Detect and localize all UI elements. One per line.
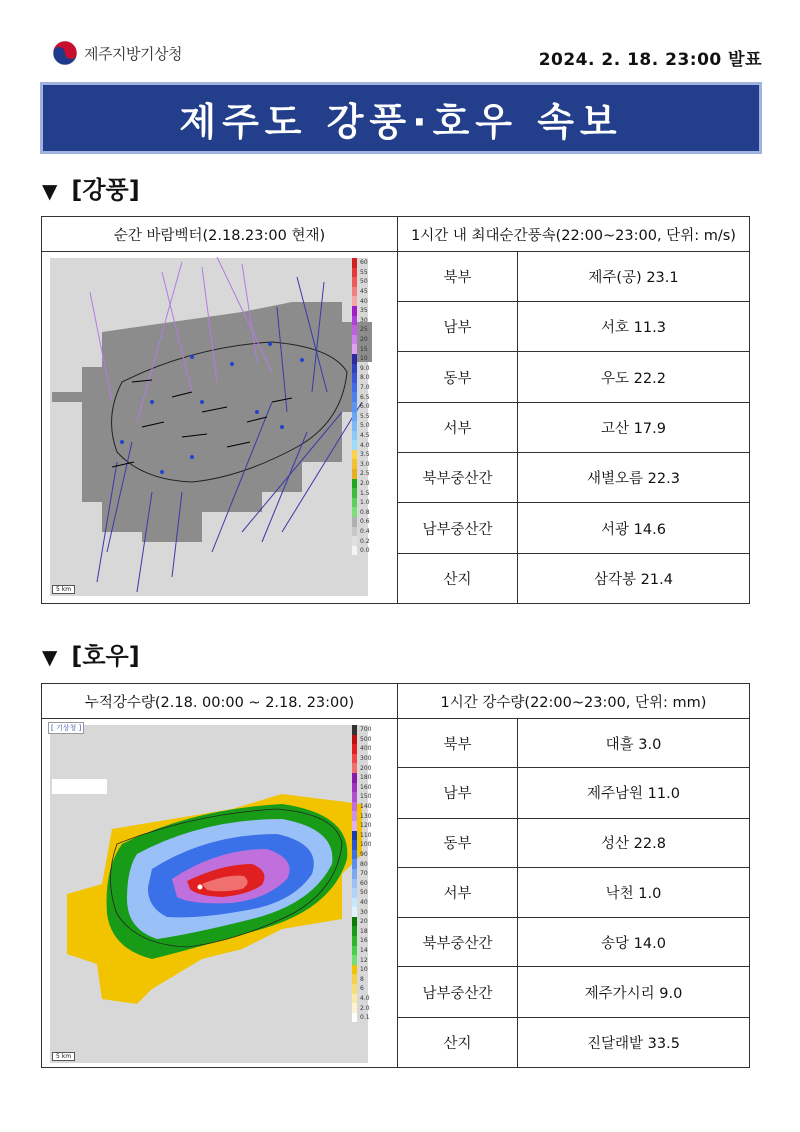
rain-scale-label: 12: [360, 956, 368, 964]
wind-scale-step: [352, 507, 388, 517]
wind-scale-label: 10: [360, 355, 368, 363]
rain-scale-swatch: [352, 821, 357, 831]
rain-scale-step: [352, 831, 388, 841]
wind-scale-swatch: [352, 412, 357, 422]
wind-region: 동부: [398, 352, 518, 403]
rain-value: 송당 14.0: [518, 918, 750, 967]
wind-scale-swatch: [352, 296, 357, 306]
wind-scale-label: 0.2: [360, 537, 370, 545]
wind-scale-step: [352, 287, 388, 297]
rain-color-scale: [352, 725, 388, 1022]
rain-scale-step: [352, 984, 388, 994]
wind-scale-step: [352, 402, 388, 412]
issue-date: 2024. 2. 18. 23:00 발표: [538, 50, 762, 70]
wind-scale-label: 3.5: [360, 451, 370, 459]
rain-value: 제주남원 11.0: [518, 768, 750, 818]
wind-scale-label: 25: [360, 326, 368, 334]
wind-map-cell: [42, 252, 398, 604]
wind-scale-label: 55: [360, 268, 368, 276]
rain-scale-swatch: [352, 773, 357, 783]
rain-scale-label: 40: [360, 898, 368, 906]
rain-scale-label: 6: [360, 985, 364, 993]
rain-scale-swatch: [352, 926, 357, 936]
rain-map-cell: [42, 719, 398, 1068]
rain-scale-step: [352, 802, 388, 812]
rain-scale-label: 130: [360, 812, 372, 820]
rain-scale-label: 180: [360, 774, 372, 782]
wind-vector-map: [42, 252, 396, 600]
rain-scale-swatch: [352, 783, 357, 793]
rain-map-header: 누적강수량(2.18. 00:00 ~ 2.18. 23:00): [42, 684, 398, 719]
rain-scale-step: [352, 859, 388, 869]
rain-value: 낙천 1.0: [518, 867, 750, 917]
wind-scale-swatch: [352, 325, 357, 335]
wind-scale-label: 6.0: [360, 403, 370, 411]
wind-scale-label: 0.4: [360, 527, 370, 535]
wind-scale-swatch: [352, 306, 357, 316]
rain-scale-label: 4.0: [360, 994, 370, 1002]
wind-scale-step: [352, 517, 388, 527]
wind-scale-swatch: [352, 335, 357, 345]
rain-scale-label: 160: [360, 783, 372, 791]
rain-scale-swatch: [352, 994, 357, 1004]
wind-scale-swatch: [352, 383, 357, 393]
rain-region: 동부: [398, 818, 518, 867]
wind-scale-label: 60: [360, 259, 368, 267]
rain-scale-swatch: [352, 917, 357, 927]
rain-scale-swatch: [352, 888, 357, 898]
rain-scale-step: [352, 917, 388, 927]
wind-scale-label: 2.0: [360, 479, 370, 487]
wind-scale-swatch: [352, 488, 357, 498]
rain-scale-swatch: [352, 792, 357, 802]
wind-table: [41, 216, 750, 604]
wind-scale-step: [352, 325, 388, 335]
wind-scale-swatch: [352, 373, 357, 383]
rain-scale-swatch: [352, 802, 357, 812]
rain-scale-swatch: [352, 725, 357, 735]
wind-value: 새별오름 22.3: [518, 453, 750, 503]
rain-scale-swatch: [352, 946, 357, 956]
wind-scale-step: [352, 277, 388, 287]
rain-scale-swatch: [352, 850, 357, 860]
rain-scale-swatch: [352, 955, 357, 965]
rain-scale-label: 70: [360, 870, 368, 878]
wind-scale-swatch: [352, 258, 357, 268]
rain-scale-label: 110: [360, 831, 372, 839]
wind-scale-label: 35: [360, 307, 368, 315]
wind-value: 삼각봉 21.4: [518, 554, 750, 604]
rain-scale-swatch: [352, 763, 357, 773]
wind-scale-step: [352, 412, 388, 422]
wind-scale-label: 2.5: [360, 470, 370, 478]
rain-scale-step: [352, 725, 388, 735]
rain-scale-label: 60: [360, 879, 368, 887]
wind-scale-swatch: [352, 354, 357, 364]
rain-value: 대흘 3.0: [518, 719, 750, 768]
rain-scale-step: [352, 850, 388, 860]
wind-value: 우도 22.2: [518, 352, 750, 403]
wind-value: 고산 17.9: [518, 403, 750, 453]
wind-region: 서부: [398, 403, 518, 453]
rain-region: 남부: [398, 768, 518, 818]
rain-scale-label: 30: [360, 908, 368, 916]
wind-scale-label: 9.0: [360, 364, 370, 372]
rain-scale-swatch: [352, 869, 357, 879]
wind-value: 서광 14.6: [518, 503, 750, 554]
kma-logo: [52, 40, 182, 66]
wind-map-header: 순간 바람벡터(2.18.23:00 현재): [42, 217, 398, 252]
wind-region: 산지: [398, 554, 518, 604]
wind-scale-swatch: [352, 517, 357, 527]
rain-scale-step: [352, 936, 388, 946]
wind-scale-label: 50: [360, 278, 368, 286]
wind-region: 남부중산간: [398, 503, 518, 554]
wind-scale-label: 5.5: [360, 412, 370, 420]
triangle-down-icon: ▼: [42, 179, 58, 203]
wind-scale-step: [352, 488, 388, 498]
wind-scale-swatch: [352, 392, 357, 402]
rain-scale-step: [352, 965, 388, 975]
rain-scale-step: [352, 783, 388, 793]
rain-scale-swatch: [352, 811, 357, 821]
wind-scale-step: [352, 373, 388, 383]
wind-scale-label: 3.0: [360, 460, 370, 468]
wind-scale-step: [352, 440, 388, 450]
rain-scale-label: 2.0: [360, 1004, 370, 1012]
wind-scale-swatch: [352, 431, 357, 441]
wind-map-graphic: [42, 252, 396, 600]
rain-scale-swatch: [352, 974, 357, 984]
rain-scale-swatch: [352, 898, 357, 908]
rain-scale-step: [352, 994, 388, 1004]
wind-scale-step: [352, 364, 388, 374]
wind-scale-swatch: [352, 421, 357, 431]
wind-scale-label: 4.5: [360, 431, 370, 439]
wind-scale-label: 45: [360, 288, 368, 296]
rain-scale-step: [352, 763, 388, 773]
rain-region: 남부중산간: [398, 967, 518, 1017]
wind-scale-swatch: [352, 364, 357, 374]
wind-scale-step: [352, 344, 388, 354]
rain-scale-label: 18: [360, 927, 368, 935]
rain-scale-label: 140: [360, 803, 372, 811]
rain-value: 진달래밭 33.5: [518, 1017, 750, 1067]
wind-scale-step: [352, 546, 388, 556]
wind-scale-step: [352, 335, 388, 345]
rain-scale-step: [352, 744, 388, 754]
rain-scale-step: [352, 869, 388, 879]
wind-scale-label: 0.0: [360, 547, 370, 555]
wind-scale-step: [352, 306, 388, 316]
rain-scale-label: 300: [360, 755, 372, 763]
rain-scale-label: 120: [360, 822, 372, 830]
rain-scale-step: [352, 974, 388, 984]
org-name: 제주지방기상청: [84, 44, 182, 63]
rain-scale-label: 500: [360, 735, 372, 743]
rain-scale-swatch: [352, 831, 357, 841]
wind-scale-step: [352, 527, 388, 537]
wind-scale-swatch: [352, 277, 357, 287]
wind-scale-step: [352, 296, 388, 306]
page-title: 제주도 강풍·호우 속보: [179, 99, 623, 144]
rain-scale-swatch: [352, 907, 357, 917]
wind-scale-swatch: [352, 479, 357, 489]
rain-scale-step: [352, 1003, 388, 1013]
wind-scale-swatch: [352, 268, 357, 278]
wind-scale-label: 15: [360, 345, 368, 353]
rain-scale-step: [352, 955, 388, 965]
wind-scale-label: 7.0: [360, 384, 370, 392]
rain-scale-label: 0.1: [360, 1014, 370, 1022]
wind-scale-step: [352, 498, 388, 508]
wind-scale-step: [352, 459, 388, 469]
rain-scale-step: [352, 754, 388, 764]
rain-scale-label: 20: [360, 918, 368, 926]
rain-scale-label: 80: [360, 860, 368, 868]
rain-value: 제주가시리 9.0: [518, 967, 750, 1017]
rain-scale-step: [352, 879, 388, 889]
wind-scale-swatch: [352, 316, 357, 326]
wind-scale-step: [352, 392, 388, 402]
rain-scale-swatch: [352, 1003, 357, 1013]
kma-map-tag: [ 기상청 ]: [48, 722, 84, 734]
wind-scale-swatch: [352, 546, 357, 556]
rain-scale-bar: 5 km: [52, 1052, 75, 1061]
wind-scale-label: 0.8: [360, 508, 370, 516]
rain-scale-swatch: [352, 859, 357, 869]
wind-scale-step: [352, 536, 388, 546]
rain-scale-label: 8: [360, 975, 364, 983]
rain-scale-swatch: [352, 936, 357, 946]
rain-scale-label: 700: [360, 726, 372, 734]
rain-scale-swatch: [352, 735, 357, 745]
wind-region: 남부: [398, 302, 518, 352]
rain-scale-swatch: [352, 965, 357, 975]
rain-scale-step: [352, 926, 388, 936]
wind-scale-swatch: [352, 536, 357, 546]
rain-scale-label: 10: [360, 966, 368, 974]
rain-map-graphic: [42, 719, 396, 1067]
rain-scale-step: [352, 946, 388, 956]
rain-scale-swatch: [352, 1013, 357, 1023]
wind-value: 서호 11.3: [518, 302, 750, 352]
wind-scale-swatch: [352, 459, 357, 469]
rain-scale-step: [352, 888, 388, 898]
rain-scale-step: [352, 821, 388, 831]
rain-table-header: 1시간 강수량(22:00~23:00, 단위: mm): [398, 684, 750, 719]
wind-scale-step: [352, 268, 388, 278]
wind-scale-swatch: [352, 440, 357, 450]
wind-scale-step: [352, 469, 388, 479]
wind-region: 북부중산간: [398, 453, 518, 503]
rain-scale-step: [352, 1013, 388, 1023]
wind-scale-step: [352, 431, 388, 441]
rain-scale-label: 14: [360, 946, 368, 954]
triangle-down-icon: ▼: [42, 645, 58, 669]
rain-scale-swatch: [352, 744, 357, 754]
wind-scale-step: [352, 258, 388, 268]
rain-scale-label: 100: [360, 841, 372, 849]
wind-scale-label: 6.5: [360, 393, 370, 401]
rain-section-title: ▼ [호우]: [42, 642, 140, 670]
rain-scale-step: [352, 792, 388, 802]
wind-scale-label: 8.0: [360, 374, 370, 382]
rain-region: 북부중산간: [398, 918, 518, 967]
wind-scale-label: 30: [360, 316, 368, 324]
wind-value: 제주(공) 23.1: [518, 252, 750, 302]
rain-scale-step: [352, 811, 388, 821]
wind-scale-step: [352, 354, 388, 364]
wind-scale-label: 5.0: [360, 422, 370, 430]
rain-table: [41, 683, 750, 1068]
wind-section-title: ▼ [강풍]: [42, 176, 140, 204]
rain-scale-swatch: [352, 754, 357, 764]
wind-scale-step: [352, 421, 388, 431]
rain-scale-swatch: [352, 879, 357, 889]
rain-scale-step: [352, 773, 388, 783]
wind-table-header: 1시간 내 최대순간풍속(22:00~23:00, 단위: m/s): [398, 217, 750, 252]
rain-region: 북부: [398, 719, 518, 768]
rain-region: 산지: [398, 1017, 518, 1067]
rain-scale-label: 90: [360, 851, 368, 859]
wind-scale-swatch: [352, 498, 357, 508]
wind-scale-step: [352, 479, 388, 489]
rain-scale-swatch: [352, 840, 357, 850]
rain-value: 성산 22.8: [518, 818, 750, 867]
wind-scale-label: 1.5: [360, 489, 370, 497]
rain-accumulation-map: [42, 719, 396, 1067]
wind-scale-swatch: [352, 287, 357, 297]
rain-scale-step: [352, 840, 388, 850]
wind-scale-step: [352, 383, 388, 393]
rain-scale-label: 50: [360, 889, 368, 897]
rain-scale-label: 16: [360, 937, 368, 945]
wind-color-scale: [352, 258, 388, 555]
wind-scale-step: [352, 316, 388, 326]
rain-scale-step: [352, 735, 388, 745]
rain-scale-label: 150: [360, 793, 372, 801]
wind-scale-label: 0.6: [360, 518, 370, 526]
wind-scale-swatch: [352, 507, 357, 517]
wind-scale-swatch: [352, 402, 357, 412]
wind-scale-swatch: [352, 344, 357, 354]
wind-scale-swatch: [352, 527, 357, 537]
rain-scale-label: 400: [360, 745, 372, 753]
rain-region: 서부: [398, 867, 518, 917]
rain-scale-swatch: [352, 984, 357, 994]
rain-scale-step: [352, 898, 388, 908]
wind-scale-label: 4.0: [360, 441, 370, 449]
wind-scale-swatch: [352, 469, 357, 479]
wind-scale-label: 40: [360, 297, 368, 305]
rain-scale-step: [352, 907, 388, 917]
wind-region: 북부: [398, 252, 518, 302]
wind-scale-label: 1.0: [360, 499, 370, 507]
title-banner: [40, 82, 762, 154]
wind-scale-bar: 5 km: [52, 585, 75, 594]
taegeuk-logo-icon: [52, 40, 78, 66]
rain-scale-label: 200: [360, 764, 372, 772]
wind-scale-step: [352, 450, 388, 460]
wind-scale-swatch: [352, 450, 357, 460]
wind-scale-label: 20: [360, 336, 368, 344]
